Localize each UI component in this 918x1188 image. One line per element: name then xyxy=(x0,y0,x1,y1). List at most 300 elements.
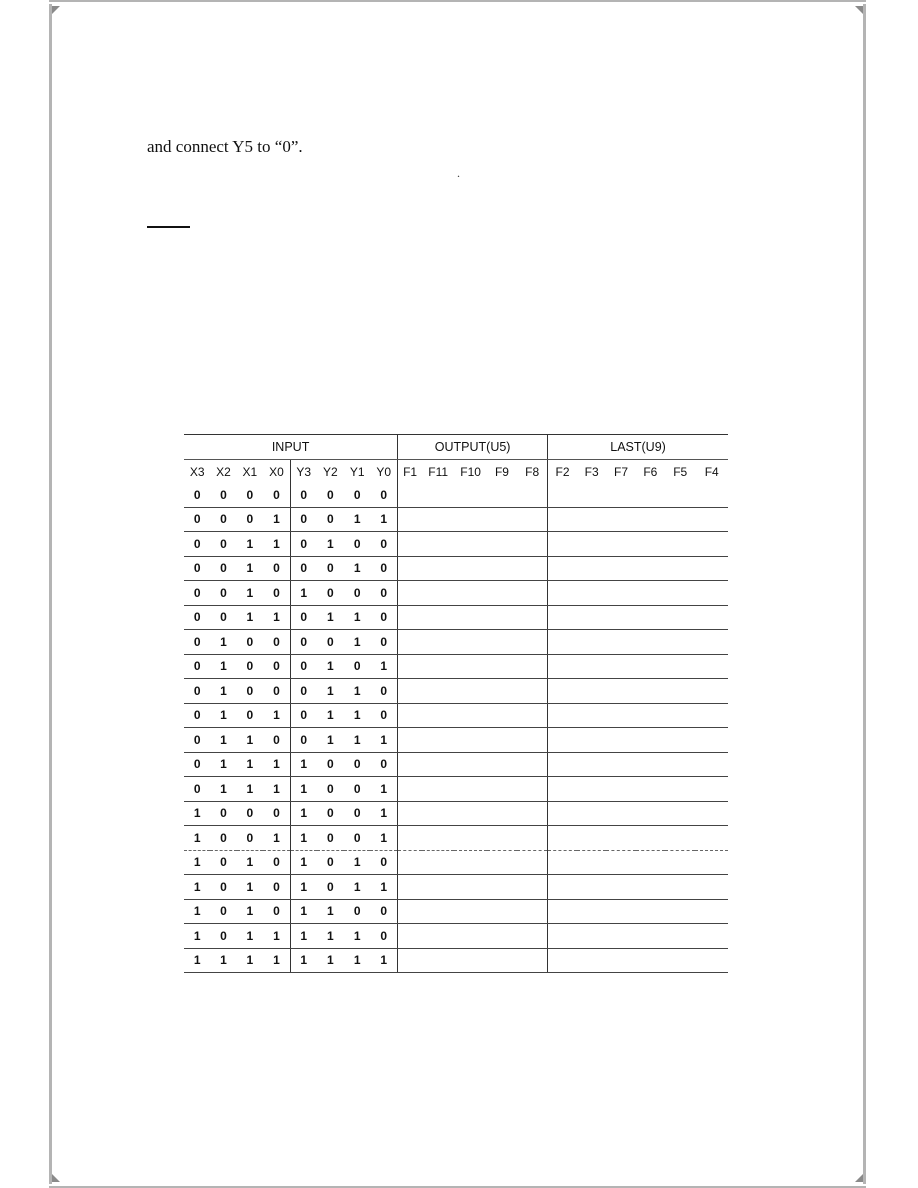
input-cell: 1 xyxy=(263,532,290,557)
empty-cell xyxy=(398,899,422,924)
empty-cell xyxy=(517,924,547,949)
column-header: F6 xyxy=(643,464,658,479)
empty-cell xyxy=(606,850,635,875)
input-cell: 1 xyxy=(184,850,210,875)
table-row xyxy=(184,924,728,949)
empty-cell xyxy=(454,483,486,507)
input-cell: 1 xyxy=(210,948,236,973)
input-cell: 0 xyxy=(317,556,344,581)
empty-cell xyxy=(606,654,635,679)
empty-cell xyxy=(454,899,486,924)
input-cell: 1 xyxy=(237,752,263,777)
empty-cell xyxy=(695,654,728,679)
column-header: X3 xyxy=(189,464,205,479)
input-cell: 1 xyxy=(370,875,397,900)
input-cell: 0 xyxy=(317,826,344,851)
input-cell: 0 xyxy=(370,605,397,630)
empty-cell xyxy=(636,581,665,606)
empty-cell xyxy=(577,801,606,826)
empty-cell xyxy=(487,507,517,532)
empty-cell xyxy=(487,777,517,802)
input-cell: 1 xyxy=(237,948,263,973)
empty-cell xyxy=(665,605,695,630)
empty-cell xyxy=(548,630,577,655)
column-header: X1 xyxy=(242,464,258,479)
input-cell: 0 xyxy=(184,728,210,753)
input-cell: 0 xyxy=(317,483,344,507)
table-row xyxy=(184,948,728,973)
table-row xyxy=(184,679,728,704)
input-cell: 1 xyxy=(237,850,263,875)
input-cell: 0 xyxy=(263,850,290,875)
empty-cell xyxy=(548,605,577,630)
empty-cell xyxy=(487,630,517,655)
empty-cell xyxy=(577,605,606,630)
input-cell: 0 xyxy=(290,605,316,630)
input-cell: 1 xyxy=(317,899,344,924)
empty-cell xyxy=(487,581,517,606)
input-cell: 0 xyxy=(370,850,397,875)
input-cell: 1 xyxy=(263,752,290,777)
body-text-line: and connect Y5 to “0”. xyxy=(147,137,303,156)
empty-cell xyxy=(517,507,547,532)
column-header: F4 xyxy=(704,464,719,479)
input-cell: 0 xyxy=(237,654,263,679)
empty-cell xyxy=(398,483,422,507)
input-cell: 1 xyxy=(210,703,236,728)
empty-cell xyxy=(606,630,635,655)
input-cell: 0 xyxy=(263,728,290,753)
input-cell: 0 xyxy=(370,630,397,655)
empty-cell xyxy=(636,728,665,753)
empty-cell xyxy=(422,703,454,728)
empty-cell xyxy=(517,581,547,606)
input-cell: 1 xyxy=(263,924,290,949)
empty-cell xyxy=(517,532,547,557)
empty-cell xyxy=(517,850,547,875)
input-cell: 1 xyxy=(290,777,316,802)
empty-cell xyxy=(398,801,422,826)
empty-cell xyxy=(454,703,486,728)
empty-cell xyxy=(548,507,577,532)
empty-cell xyxy=(695,826,728,851)
corner-mark-bottom-left xyxy=(52,1174,60,1182)
input-cell: 1 xyxy=(317,948,344,973)
empty-cell xyxy=(517,605,547,630)
column-header: F7 xyxy=(613,464,628,479)
table-row xyxy=(184,483,728,507)
empty-cell xyxy=(398,948,422,973)
empty-cell xyxy=(665,924,695,949)
table-row xyxy=(184,532,728,557)
empty-cell xyxy=(636,801,665,826)
input-cell: 0 xyxy=(317,875,344,900)
empty-cell xyxy=(487,875,517,900)
input-cell: 0 xyxy=(210,875,236,900)
empty-cell xyxy=(398,777,422,802)
empty-cell xyxy=(695,532,728,557)
input-cell: 0 xyxy=(237,630,263,655)
input-cell: 0 xyxy=(290,630,316,655)
empty-cell xyxy=(577,654,606,679)
empty-cell xyxy=(577,507,606,532)
empty-cell xyxy=(577,703,606,728)
underline-mark xyxy=(147,226,190,228)
empty-cell xyxy=(422,924,454,949)
input-cell: 0 xyxy=(263,875,290,900)
input-cell: 1 xyxy=(184,826,210,851)
input-cell: 0 xyxy=(290,679,316,704)
table-row xyxy=(184,777,728,802)
input-cell: 1 xyxy=(290,581,316,606)
column-header: F9 xyxy=(494,464,509,479)
input-cell: 1 xyxy=(317,654,344,679)
input-cell: 1 xyxy=(370,777,397,802)
input-cell: 0 xyxy=(184,532,210,557)
input-cell: 1 xyxy=(370,728,397,753)
empty-cell xyxy=(487,679,517,704)
column-header: F2 xyxy=(555,464,570,479)
column-header: X2 xyxy=(216,464,231,479)
table-row xyxy=(184,801,728,826)
empty-cell xyxy=(577,948,606,973)
input-cell: 1 xyxy=(263,507,290,532)
empty-cell xyxy=(398,630,422,655)
empty-cell xyxy=(454,850,486,875)
empty-cell xyxy=(487,801,517,826)
input-cell: 0 xyxy=(184,630,210,655)
empty-cell xyxy=(606,875,635,900)
empty-cell xyxy=(695,483,728,507)
empty-cell xyxy=(606,679,635,704)
input-cell: 1 xyxy=(184,875,210,900)
empty-cell xyxy=(422,507,454,532)
input-cell: 0 xyxy=(210,801,236,826)
empty-cell xyxy=(636,703,665,728)
column-header: Y1 xyxy=(349,464,365,479)
empty-cell xyxy=(422,605,454,630)
input-cell: 0 xyxy=(317,581,344,606)
empty-cell xyxy=(548,899,577,924)
header-input: INPUT xyxy=(184,435,398,460)
empty-cell xyxy=(398,728,422,753)
empty-cell xyxy=(398,605,422,630)
empty-cell xyxy=(548,924,577,949)
empty-cell xyxy=(454,801,486,826)
empty-cell xyxy=(548,728,577,753)
empty-cell xyxy=(422,483,454,507)
empty-cell xyxy=(517,630,547,655)
empty-cell xyxy=(517,948,547,973)
empty-cell xyxy=(606,924,635,949)
input-cell: 1 xyxy=(317,532,344,557)
empty-cell xyxy=(517,654,547,679)
input-cell: 0 xyxy=(210,850,236,875)
empty-cell xyxy=(422,679,454,704)
input-cell: 1 xyxy=(237,875,263,900)
empty-cell xyxy=(606,777,635,802)
table-row xyxy=(184,581,728,606)
empty-cell xyxy=(454,654,486,679)
empty-cell xyxy=(606,605,635,630)
input-cell: 0 xyxy=(370,679,397,704)
input-cell: 1 xyxy=(344,728,370,753)
empty-cell xyxy=(422,752,454,777)
empty-cell xyxy=(606,948,635,973)
input-cell: 1 xyxy=(344,703,370,728)
empty-cell xyxy=(454,605,486,630)
column-header: F5 xyxy=(673,464,688,479)
input-cell: 0 xyxy=(317,507,344,532)
empty-cell xyxy=(487,556,517,581)
table-row xyxy=(184,630,728,655)
empty-cell xyxy=(606,556,635,581)
input-cell: 1 xyxy=(184,899,210,924)
empty-cell xyxy=(517,875,547,900)
empty-cell xyxy=(422,556,454,581)
input-cell: 1 xyxy=(210,752,236,777)
empty-cell xyxy=(636,752,665,777)
table-row xyxy=(184,507,728,532)
table-row xyxy=(184,605,728,630)
empty-cell xyxy=(398,507,422,532)
empty-cell xyxy=(695,703,728,728)
empty-cell xyxy=(636,605,665,630)
empty-cell xyxy=(548,826,577,851)
empty-cell xyxy=(487,826,517,851)
input-cell: 0 xyxy=(317,850,344,875)
empty-cell xyxy=(487,483,517,507)
empty-cell xyxy=(695,752,728,777)
input-cell: 1 xyxy=(317,728,344,753)
empty-cell xyxy=(517,483,547,507)
input-cell: 1 xyxy=(344,679,370,704)
input-cell: 0 xyxy=(344,777,370,802)
empty-cell xyxy=(487,728,517,753)
empty-cell xyxy=(517,703,547,728)
empty-cell xyxy=(487,605,517,630)
input-cell: 0 xyxy=(184,483,210,507)
empty-cell xyxy=(695,507,728,532)
empty-cell xyxy=(577,556,606,581)
input-cell: 1 xyxy=(290,752,316,777)
column-header: F10 xyxy=(460,464,481,479)
empty-cell xyxy=(695,777,728,802)
empty-cell xyxy=(454,752,486,777)
empty-cell xyxy=(636,556,665,581)
input-cell: 1 xyxy=(370,948,397,973)
empty-cell xyxy=(487,654,517,679)
empty-cell xyxy=(454,826,486,851)
input-cell: 0 xyxy=(317,630,344,655)
empty-cell xyxy=(665,507,695,532)
input-cell: 0 xyxy=(370,899,397,924)
empty-cell xyxy=(577,532,606,557)
empty-cell xyxy=(695,801,728,826)
input-cell: 0 xyxy=(263,630,290,655)
empty-cell xyxy=(487,899,517,924)
input-cell: 0 xyxy=(263,801,290,826)
empty-cell xyxy=(665,630,695,655)
input-cell: 1 xyxy=(237,899,263,924)
input-cell: 0 xyxy=(184,507,210,532)
input-cell: 0 xyxy=(237,483,263,507)
empty-cell xyxy=(636,532,665,557)
empty-cell xyxy=(695,899,728,924)
input-cell: 1 xyxy=(263,703,290,728)
input-cell: 0 xyxy=(290,483,316,507)
empty-cell xyxy=(422,875,454,900)
empty-cell xyxy=(695,728,728,753)
empty-cell xyxy=(548,556,577,581)
empty-cell xyxy=(665,654,695,679)
empty-cell xyxy=(636,899,665,924)
input-cell: 0 xyxy=(344,532,370,557)
empty-cell xyxy=(665,556,695,581)
empty-cell xyxy=(422,581,454,606)
input-cell: 0 xyxy=(370,581,397,606)
input-cell: 1 xyxy=(344,605,370,630)
input-cell: 1 xyxy=(210,728,236,753)
table-row xyxy=(184,654,728,679)
input-cell: 1 xyxy=(210,630,236,655)
empty-cell xyxy=(606,801,635,826)
input-cell: 1 xyxy=(290,948,316,973)
input-cell: 0 xyxy=(344,654,370,679)
input-cell: 0 xyxy=(237,507,263,532)
input-cell: 1 xyxy=(237,728,263,753)
input-cell: 0 xyxy=(263,679,290,704)
empty-cell xyxy=(665,752,695,777)
input-cell: 1 xyxy=(263,826,290,851)
table-row xyxy=(184,850,728,875)
empty-cell xyxy=(665,483,695,507)
input-cell: 1 xyxy=(290,801,316,826)
empty-cell xyxy=(695,605,728,630)
input-cell: 1 xyxy=(237,777,263,802)
empty-cell xyxy=(577,679,606,704)
empty-cell xyxy=(695,679,728,704)
empty-cell xyxy=(577,899,606,924)
empty-cell xyxy=(517,801,547,826)
empty-cell xyxy=(422,899,454,924)
input-cell: 0 xyxy=(290,532,316,557)
input-cell: 1 xyxy=(184,948,210,973)
input-cell: 1 xyxy=(370,801,397,826)
empty-cell xyxy=(548,777,577,802)
input-cell: 0 xyxy=(290,556,316,581)
input-cell: 0 xyxy=(210,483,236,507)
empty-cell xyxy=(422,826,454,851)
empty-cell xyxy=(577,850,606,875)
empty-cell xyxy=(636,826,665,851)
empty-cell xyxy=(398,850,422,875)
empty-cell xyxy=(548,581,577,606)
input-cell: 1 xyxy=(317,679,344,704)
empty-cell xyxy=(606,826,635,851)
empty-cell xyxy=(665,850,695,875)
empty-cell xyxy=(454,581,486,606)
corner-mark-bottom-right xyxy=(855,1174,863,1182)
column-header: Y0 xyxy=(370,460,397,484)
empty-cell xyxy=(636,630,665,655)
input-cell: 0 xyxy=(370,924,397,949)
input-cell: 0 xyxy=(184,605,210,630)
input-cell: 0 xyxy=(263,556,290,581)
empty-cell xyxy=(454,777,486,802)
table-row xyxy=(184,899,728,924)
input-cell: 1 xyxy=(263,777,290,802)
empty-cell xyxy=(695,556,728,581)
input-cell: 1 xyxy=(237,532,263,557)
input-cell: 1 xyxy=(184,924,210,949)
empty-cell xyxy=(454,679,486,704)
input-cell: 1 xyxy=(184,801,210,826)
empty-cell xyxy=(548,679,577,704)
input-cell: 0 xyxy=(290,728,316,753)
empty-cell xyxy=(517,752,547,777)
input-cell: 1 xyxy=(344,850,370,875)
empty-cell xyxy=(398,752,422,777)
input-cell: 0 xyxy=(344,581,370,606)
empty-cell xyxy=(606,752,635,777)
empty-cell xyxy=(695,924,728,949)
input-cell: 1 xyxy=(344,556,370,581)
input-cell: 1 xyxy=(370,654,397,679)
empty-cell xyxy=(606,899,635,924)
empty-cell xyxy=(636,679,665,704)
input-cell: 0 xyxy=(263,483,290,507)
empty-cell xyxy=(665,826,695,851)
corner-mark-top-left xyxy=(52,6,60,14)
input-cell: 1 xyxy=(210,654,236,679)
input-cell: 0 xyxy=(184,752,210,777)
input-cell: 1 xyxy=(237,556,263,581)
empty-cell xyxy=(665,581,695,606)
input-cell: 1 xyxy=(344,948,370,973)
empty-cell xyxy=(398,556,422,581)
empty-cell xyxy=(665,532,695,557)
empty-cell xyxy=(548,654,577,679)
input-cell: 0 xyxy=(344,899,370,924)
input-cell: 1 xyxy=(290,850,316,875)
input-cell: 0 xyxy=(184,581,210,606)
input-cell: 1 xyxy=(263,948,290,973)
empty-cell xyxy=(487,924,517,949)
input-cell: 0 xyxy=(184,777,210,802)
empty-cell xyxy=(517,777,547,802)
empty-cell xyxy=(422,801,454,826)
input-cell: 0 xyxy=(210,826,236,851)
input-cell: 1 xyxy=(344,630,370,655)
empty-cell xyxy=(454,924,486,949)
empty-cell xyxy=(422,728,454,753)
empty-cell xyxy=(606,581,635,606)
header-output: OUTPUT(U5) xyxy=(398,435,548,460)
empty-cell xyxy=(606,483,635,507)
empty-cell xyxy=(517,679,547,704)
table-row xyxy=(184,728,728,753)
column-header: F1 xyxy=(403,464,418,479)
empty-cell xyxy=(548,703,577,728)
empty-cell xyxy=(487,752,517,777)
header-last: LAST(U9) xyxy=(548,435,728,460)
input-cell: 1 xyxy=(263,605,290,630)
empty-cell xyxy=(517,728,547,753)
input-cell: 0 xyxy=(184,703,210,728)
empty-cell xyxy=(487,532,517,557)
table-row xyxy=(184,556,728,581)
